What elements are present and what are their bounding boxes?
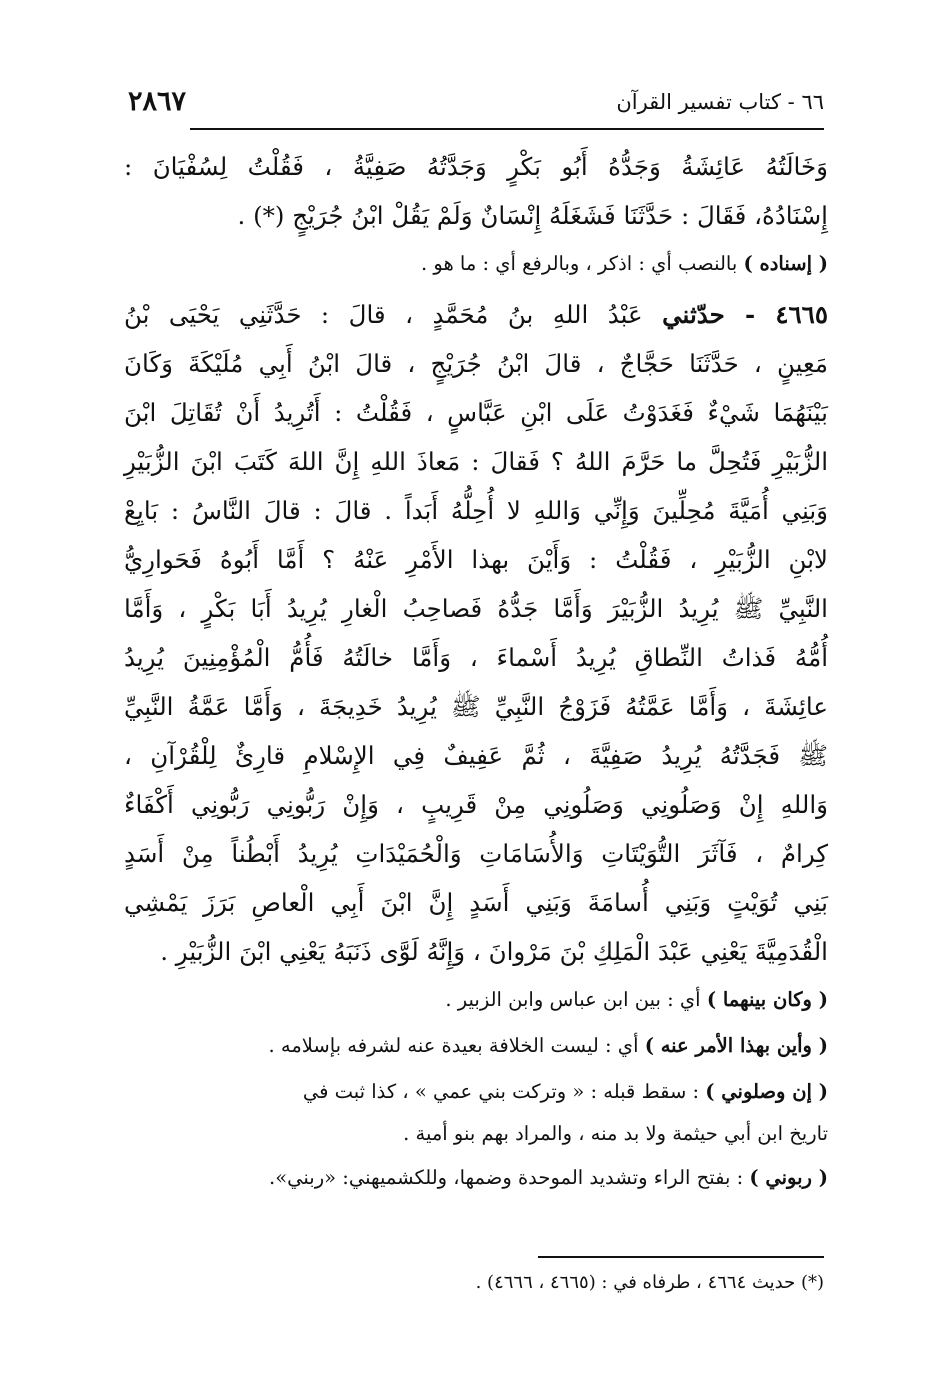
commentary-note bbox=[124, 1156, 828, 1200]
hadith-line: بَنِي تُوَيْتٍ وَبَنِي أُسامَةَ وَبَنِي أَسَدٍ إِنَّ ابْنَ أَبِي الْعاصِ بَرَزَ يَمْشِي bbox=[124, 888, 828, 917]
hadith-line: لابْنِ الزُّبَيْرِ ، فَقُلْتُ : وَأَيْنَ بهذا الأَمْرِ عَنْهُ ؟ أَمَّا أَبُوهُ فَحَوارِيُّ bbox=[124, 545, 828, 574]
page-header bbox=[128, 84, 824, 128]
commentary-note bbox=[124, 1070, 828, 1114]
commentary-note-continuation: تاريخ ابن أبي حيثمة ولا بد منه ، والمراد بهم بنو أمية . bbox=[403, 1122, 828, 1145]
hadith-line: الْقُدَمِيَّةَ يَعْنِي عَبْدَ الْمَلِكِ بْنَ مَرْوانَ ، وَإِنَّهُ لَوَّى ذَنَبَهُ يَعْنِي ابْنَ الزُّبَيْرِ . bbox=[160, 937, 828, 966]
note-keyword: ( إن وصلوني ) bbox=[705, 1080, 828, 1103]
note-keyword: ( وكان بينهما ) bbox=[706, 988, 828, 1011]
note-keyword: ( وأين بهذا الأمر عنه ) bbox=[644, 1034, 828, 1057]
note-text: أي : بين ابن عباس وابن الزبير . bbox=[445, 988, 707, 1011]
hadith-line: وَاللهِ إِنْ وَصَلُونِي وَصَلُونِي مِنْ قَرِيبٍ ، وَإِنْ رَبُّونِي رَبُّونِي أَكْفَاءٌ bbox=[124, 790, 828, 819]
note-text: : بفتح الراء وتشديد الموحدة وضمها، وللكشميهني: «ربني». bbox=[269, 1166, 750, 1189]
hadith-line: بَيْنَهُمَا شَيْءٌ فَغَدَوْتُ عَلَى ابْنِ عَبَّاسٍ ، فَقُلْتُ : أَتُرِيدُ أَنْ تُقَاتِلَ ابْنَ bbox=[124, 398, 828, 427]
hadith-line: عائِشَةَ ، وَأَمَّا عَمَّتُهُ فَزَوْجُ النَّبِيِّ ﷺ يُرِيدُ خَدِيجَةَ ، وَأَمَّا عَمَّةُ النَّبِيِّ bbox=[124, 692, 828, 721]
hadith-4665 bbox=[124, 290, 828, 976]
hadith-line: الزُّبَيْرِ فَتُحِلَّ ما حَرَّمَ اللهُ ؟ فَقالَ : مَعاذَ اللهِ إِنَّ اللهَ كَتَبَ ابْنَ الزُّبَيْرِ bbox=[124, 447, 828, 476]
continuation-line: وَخَالَتُهُ عَائِشَةُ وَجَدُّهُ أَبُو بَكْرٍ وَجَدَّتُهُ صَفِيَّةُ ، فَقُلْتُ لِسُفْيَانَ : bbox=[124, 152, 828, 181]
header-rule bbox=[190, 128, 824, 130]
hadith-line: ﷺ فَجَدَّتُهُ يُرِيدُ صَفِيَّةَ ، ثُمَّ عَفِيفٌ فِي الإِسْلامِ قارِئٌ لِلْقُرْآنِ ، bbox=[124, 741, 828, 770]
page-body bbox=[124, 142, 828, 1202]
note-keyword: ( إسناده ) bbox=[743, 252, 828, 275]
page-number: ٢٨٦٧ bbox=[128, 86, 187, 117]
commentary-note bbox=[124, 242, 828, 286]
hadith-line bbox=[124, 290, 828, 339]
hadith-line: أُمُّهُ فَذاتُ النِّطاقِ يُرِيدُ أَسْماءَ ، وَأَمَّا خالَتُهُ فَأُمُّ الْمُؤْمِنِينَ يُرِيدُ bbox=[124, 643, 828, 672]
commentary-note bbox=[124, 978, 828, 1022]
hadith-line: كِرامٌ ، فَآثَرَ التُّوَيْتَاتِ وَالأُسَامَاتِ وَالْحُمَيْدَاتِ يُرِيدُ أَبْطُناً مِنْ أَسَدٍ bbox=[124, 839, 828, 868]
hadith-line: مَعِينٍ ، حَدَّثَنَا حَجَّاجٌ ، قالَ ابْنُ جُرَيْجٍ ، قالَ ابْنُ أَبِي مُلَيْكَةَ وَكَانَ bbox=[124, 349, 828, 378]
footnote-rule bbox=[538, 1256, 824, 1258]
note-text: بالنصب أي : اذكر ، وبالرفع أي : ما هو . bbox=[420, 252, 744, 275]
note-text: : سقط قبله : « وتركت بني عمي » ، كذا ثبت في bbox=[302, 1080, 706, 1103]
continuation-line: إِسْنَادُهُ، فَقَالَ : حَدَّثَنَا فَشَغَلَهُ إِنْسَانٌ وَلَمْ يَقُلْ ابْنُ جُرَيْجٍ (*) . bbox=[237, 201, 828, 230]
hadith-line: وَبَنِي أُمَيَّةَ مُحِلِّينَ وَإِنِّي وَاللهِ لا أُحِلُّهُ أَبَداً . قالَ : قالَ النَّاسُ : بَايِعْ bbox=[124, 496, 828, 525]
note-keyword: ( ربوني ) bbox=[749, 1166, 828, 1189]
hadith-line-text: عَبْدُ اللهِ بنُ مُحَمَّدٍ ، قالَ : حَدَّثَنِي يَحْيَى بْنُ bbox=[124, 300, 663, 329]
commentary-note bbox=[124, 1024, 828, 1068]
hadith-line: النَّبِيِّ ﷺ يُرِيدُ الزُّبَيْرَ وَأَمَّا جَدُّهُ فَصاحِبُ الْغارِ يُرِيدُ أَبَا بَكْرٍ ، وَأَمَّا bbox=[124, 594, 828, 623]
hadith-number: ٤٦٦٥ bbox=[775, 300, 828, 329]
note-text: أي : ليست الخلافة بعيدة عنه لشرفه بإسلامه . bbox=[268, 1034, 645, 1057]
running-title: ٦٦ - كتاب تفسير القرآن bbox=[616, 90, 824, 114]
footnote: (*) حديث ٤٦٦٤ ، طرفاه في : (٤٦٦٥ ، ٤٦٦٦) . bbox=[475, 1272, 824, 1293]
hadith-intro: - حدّثني bbox=[662, 300, 776, 329]
